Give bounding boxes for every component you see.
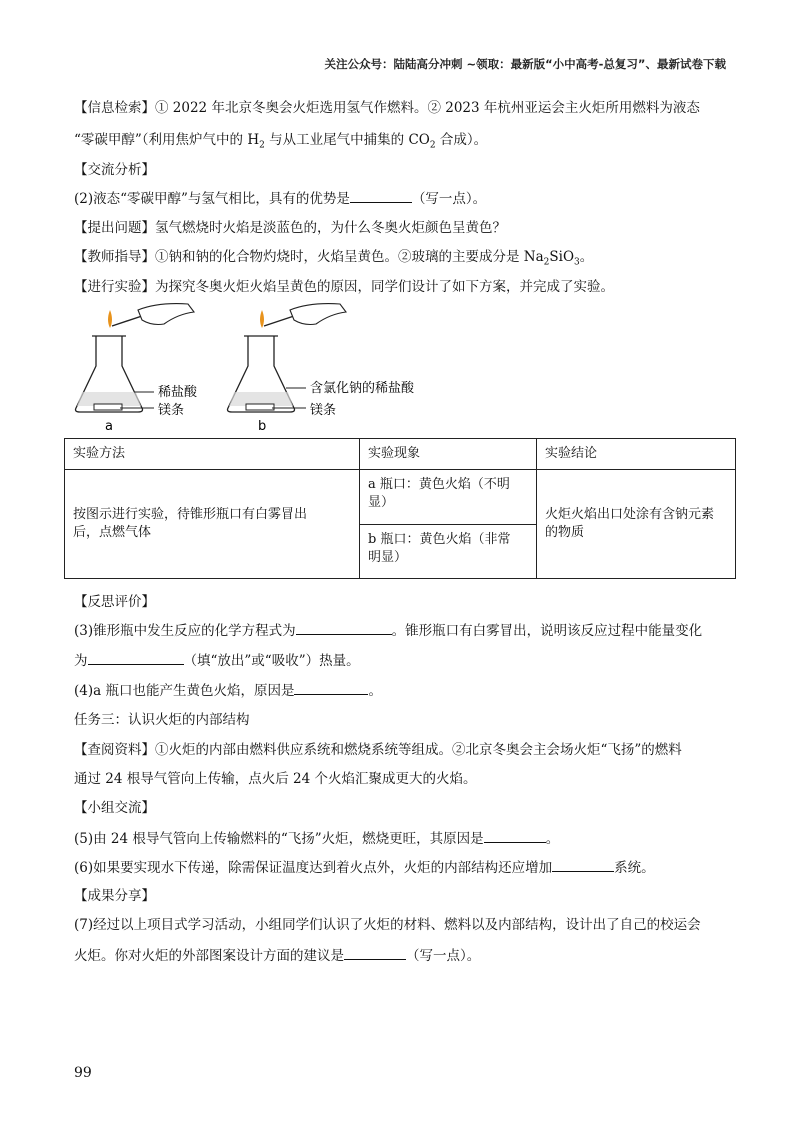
- text: 。: [545, 831, 560, 847]
- text: 火炬。你对火炬的外部图案设计方面的建议是: [74, 948, 344, 964]
- info-search-line2: [74, 130, 487, 156]
- text: 按图示进行实验，待锥形瓶口有白雾冒出: [73, 507, 308, 522]
- header-conclusion: 实验结论: [537, 439, 736, 470]
- label-a-magnesium: 镁条: [158, 403, 185, 418]
- text: 系统。: [614, 860, 655, 876]
- question-2: [74, 188, 486, 209]
- section-share: 【成果分享】: [74, 888, 155, 904]
- text: 【教师指导】①钠和钠的化合物灼烧时，火焰呈黄色。②玻璃的主要成分是 Na: [74, 249, 544, 265]
- lookup-line1: 【查阅资料】①火炬的内部由燃料供应系统和燃烧系统等组成。②北京冬奥会主会场火炬“飞扬”的燃料: [74, 742, 682, 758]
- text: (2)液态“零碳甲醇”与氢气相比，具有的优势是: [74, 191, 350, 207]
- answer-blank-5[interactable]: [484, 828, 546, 843]
- page-header: 关注公众号：陆陆高分冲刺 ~领取：最新版“小中高考-总复习”、最新试卷下载: [324, 57, 726, 71]
- table-header-row: [65, 439, 736, 470]
- text: 后，点燃气体: [73, 525, 152, 540]
- section-group: 【小组交流】: [74, 800, 155, 816]
- text: “零碳甲醇”（利用焦炉气中的 H: [74, 132, 260, 148]
- question-5: [74, 828, 559, 849]
- match-flame-a: [108, 304, 194, 328]
- text: (3)锥形瓶中发生反应的化学方程式为: [74, 623, 296, 639]
- cell-observation-a: [360, 470, 537, 525]
- answer-blank-7[interactable]: [344, 945, 406, 960]
- cell-observation-b: [360, 524, 537, 579]
- text: 与从工业尾气中捕集的 CO: [264, 132, 430, 148]
- section-exchange: 【交流分析】: [74, 162, 155, 178]
- header-method: 实验方法: [65, 439, 360, 470]
- header-observation: 实验现象: [360, 439, 537, 470]
- text: (5)由 24 根导气管向上传输燃料的“飞扬”火炬，燃烧更旺，其原因是: [74, 831, 484, 847]
- label-b-acid: 含氯化钠的稀盐酸: [310, 381, 415, 396]
- page-number: 99: [74, 1065, 92, 1081]
- text: 显）: [368, 495, 395, 510]
- answer-blank-3a[interactable]: [296, 620, 392, 635]
- text: （写一点）。: [406, 948, 481, 964]
- answer-blank-6[interactable]: [552, 857, 614, 872]
- text: a 瓶口：黄色火焰（不明: [368, 477, 510, 492]
- match-flame-b: [260, 304, 346, 328]
- text: 。: [579, 249, 594, 265]
- text: (4)a 瓶口也能产生黄色火焰，原因是: [74, 683, 295, 699]
- answer-blank-2[interactable]: [350, 188, 412, 203]
- text: b 瓶口：黄色火焰（非常: [368, 531, 511, 547]
- caption-a: a: [105, 419, 113, 434]
- raise-question: 【提出问题】氢气燃烧时火焰是淡蓝色的，为什么冬奥火炬颜色呈黄色？: [74, 220, 506, 236]
- subscript: 2: [259, 140, 265, 151]
- answer-blank-4[interactable]: [294, 680, 368, 695]
- experiment-intro: 【进行实验】为探究冬奥火炬火焰呈黄色的原因，同学们设计了如下方案，并完成了实验。: [74, 279, 614, 295]
- section-reflect: 【反思评价】: [74, 594, 155, 610]
- flask-b: [228, 336, 307, 412]
- subscript: 2: [543, 257, 550, 268]
- answer-blank-3b[interactable]: [88, 650, 184, 665]
- cell-method: [65, 470, 360, 579]
- text: 的物质: [545, 525, 585, 540]
- label-a-acid: 稀盐酸: [158, 385, 198, 400]
- table-row: [65, 470, 736, 525]
- text: 明显）: [368, 549, 408, 565]
- label-b-magnesium: 镁条: [310, 403, 337, 418]
- question-7-line2: [74, 945, 480, 966]
- text: SiO: [549, 249, 575, 265]
- subscript: 3: [574, 257, 580, 268]
- cell-conclusion: [537, 470, 736, 579]
- text: 火炬火焰出口处涂有含钠元素: [545, 507, 715, 522]
- text: 。锥形瓶口有白雾冒出，说明该反应过程中能量变化: [391, 623, 703, 639]
- lookup-line2: 通过 24 根导气管向上传输，点火后 24 个火焰汇聚成更大的火焰。: [74, 771, 477, 787]
- caption-b: b: [258, 419, 267, 434]
- text: 为: [74, 653, 88, 669]
- experiment-figure: [68, 300, 468, 434]
- question-6: [74, 857, 655, 878]
- task-three: 任务三：认识火炬的内部结构: [74, 712, 250, 728]
- text: （写一点）。: [411, 191, 487, 207]
- subscript: 2: [429, 140, 436, 151]
- question-4: [74, 680, 382, 701]
- text: （填“放出”或“吸收”）热量。: [183, 653, 360, 669]
- text: (6)如果要实现水下传递，除需保证温度达到着火点外，火炬的内部结构还应增加: [74, 860, 553, 876]
- question-7-line1: (7)经过以上项目式学习活动，小组同学们认识了火炬的材料、燃料以及内部结构，设计出了自己的校运会: [74, 917, 701, 933]
- text: 合成）。: [435, 132, 488, 148]
- flask-a: [76, 336, 155, 412]
- text: 。: [368, 683, 382, 699]
- question-3: [74, 620, 702, 641]
- info-search-line1: 【信息检索】① 2022 年北京冬奥会火炬选用氢气作燃料。② 2023 年杭州亚运会主火炬所用燃料为液态: [74, 100, 700, 116]
- teacher-guidance: [74, 247, 593, 273]
- experiment-table: [64, 438, 736, 579]
- question-3-cont: [74, 650, 360, 671]
